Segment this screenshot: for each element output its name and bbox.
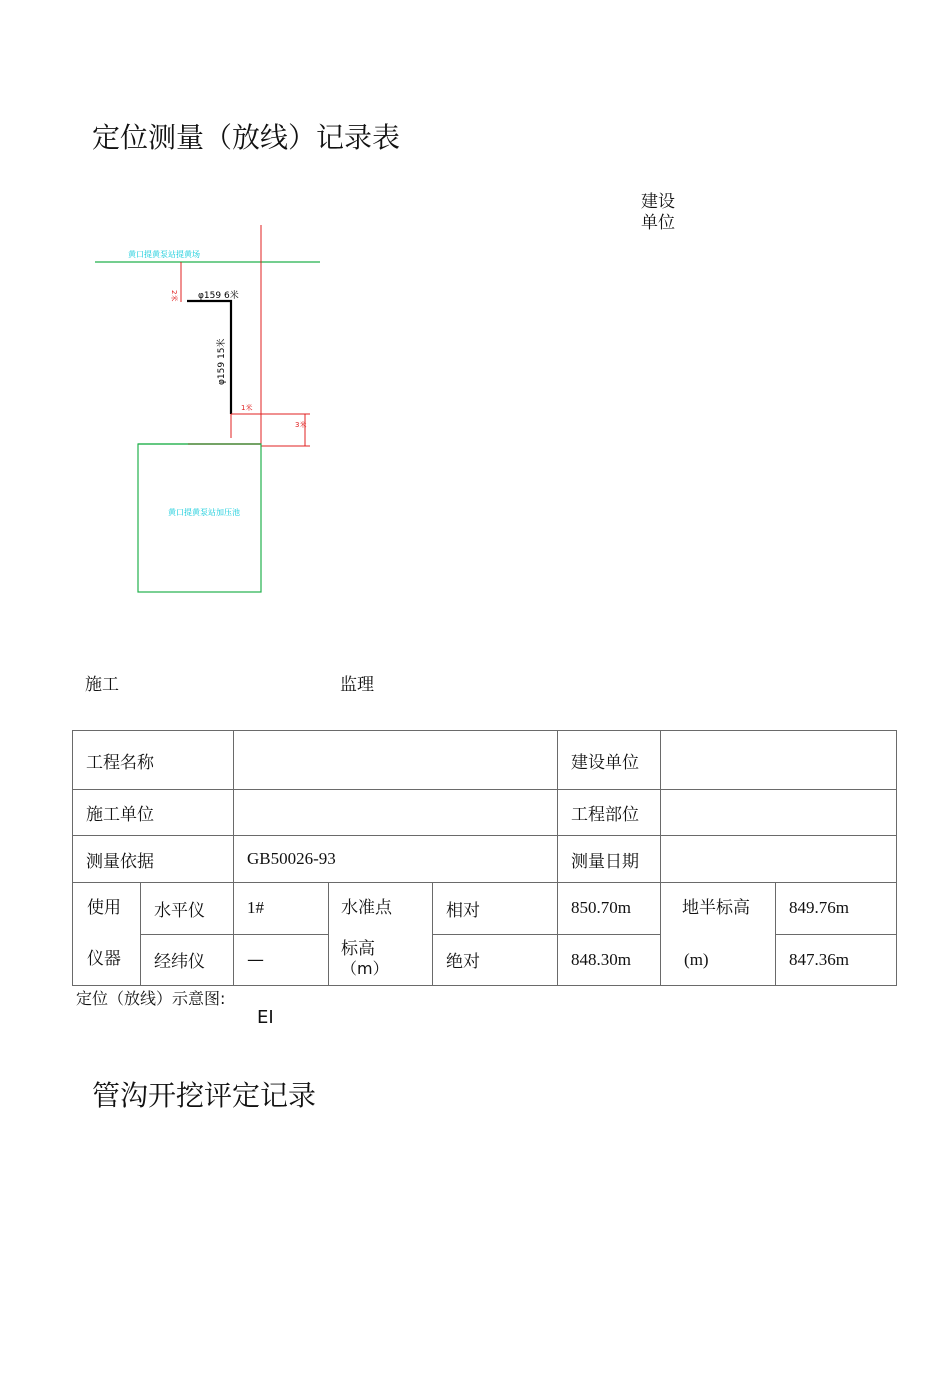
survey-record-table bbox=[72, 730, 897, 986]
table-row bbox=[73, 731, 897, 790]
sketch-caption: 定位（放线）示意图: bbox=[76, 989, 226, 1008]
top-station-label: 黄口提黄泵站提黄场 bbox=[128, 250, 200, 259]
owner-unit-label bbox=[641, 192, 675, 234]
basis-value: GB50026-93 bbox=[234, 836, 558, 883]
instrument-label bbox=[73, 883, 141, 986]
dim-right-label: 3米 bbox=[295, 421, 307, 429]
table-row bbox=[73, 836, 897, 883]
date-value bbox=[661, 836, 897, 883]
page-title: 定位测量（放线）记录表 bbox=[92, 121, 401, 154]
dim-bottom-label: 1米 bbox=[241, 404, 253, 412]
project-name-value bbox=[234, 731, 558, 790]
level-label: 水平仪 bbox=[141, 883, 234, 935]
pipe-vertical-label: φ159 15米 bbox=[217, 338, 227, 385]
sign-supervision: 监理 bbox=[340, 675, 374, 695]
instrument-label-line2: 仪器 bbox=[87, 949, 121, 969]
ground-elev-value-2: 847.36m bbox=[776, 934, 897, 986]
section-title: 管沟开挖评定记录 bbox=[92, 1079, 317, 1112]
ground-elev-label bbox=[661, 883, 776, 986]
level-value: 1# bbox=[234, 883, 329, 935]
sign-construction: 施工 bbox=[85, 675, 119, 695]
ground-elev-value-1: 849.76m bbox=[776, 883, 897, 935]
layout-sketch bbox=[88, 220, 328, 600]
project-name-label: 工程名称 bbox=[73, 731, 234, 790]
sketch-mark: EI bbox=[257, 1007, 274, 1028]
absolute-label: 绝对 bbox=[433, 934, 558, 986]
benchmark-label-line1: 水准点 bbox=[341, 898, 392, 918]
part-value bbox=[661, 790, 897, 836]
owner-label: 建设单位 bbox=[558, 731, 661, 790]
absolute-value: 848.30m bbox=[558, 934, 661, 986]
part-label: 工程部位 bbox=[558, 790, 661, 836]
ground-elev-unit: (m) bbox=[684, 950, 709, 969]
contractor-label: 施工单位 bbox=[73, 790, 234, 836]
relative-label: 相对 bbox=[433, 883, 558, 935]
theodolite-label: 经纬仪 bbox=[141, 934, 234, 986]
theodolite-value: — bbox=[234, 934, 329, 986]
table-row bbox=[73, 790, 897, 836]
ground-elev-text: 地半标高 bbox=[682, 898, 751, 918]
benchmark-label bbox=[329, 883, 433, 986]
contractor-value bbox=[234, 790, 558, 836]
owner-unit-label-line2: 单位 bbox=[641, 213, 675, 233]
dim-left-label: 2米 bbox=[170, 290, 178, 302]
instrument-label-line1: 使用 bbox=[87, 898, 121, 918]
date-label: 测量日期 bbox=[558, 836, 661, 883]
owner-unit-label-line1: 建设 bbox=[641, 192, 675, 212]
benchmark-elev-text: 标高 bbox=[341, 939, 375, 959]
basis-label: 测量依据 bbox=[73, 836, 234, 883]
pool-label: 黄口提黄泵站加压池 bbox=[168, 508, 240, 517]
benchmark-label-line2 bbox=[341, 934, 432, 985]
relative-value: 850.70m bbox=[558, 883, 661, 935]
benchmark-unit: （m） bbox=[341, 959, 389, 978]
pool-box bbox=[138, 444, 261, 592]
owner-value bbox=[661, 731, 897, 790]
pipe-horizontal-label: φ159 6米 bbox=[198, 291, 239, 301]
table-row bbox=[73, 883, 897, 935]
